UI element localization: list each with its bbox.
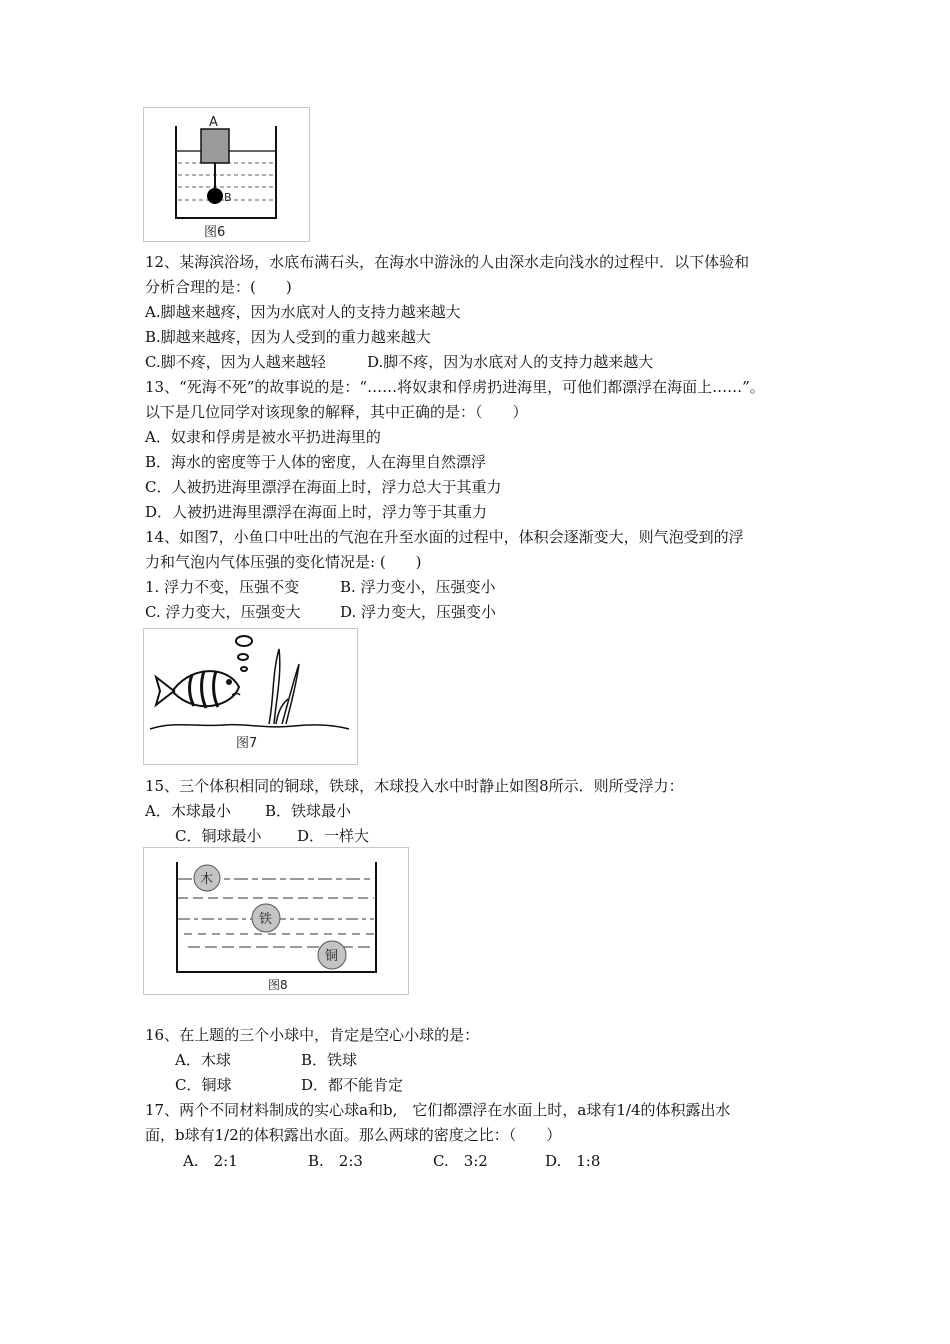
q13-option-a: A．奴隶和俘虏是被水平扔进海里的 [145, 428, 381, 446]
q15-option-a: A．木球最小 [145, 802, 231, 820]
q14-options-ab [145, 576, 496, 598]
bubble-large [236, 636, 252, 646]
q12-option-d: D.脚不疼，因为水底对人的支持力越来越大 [367, 353, 654, 371]
bubble-medium [238, 654, 248, 660]
q16-option-c: C．铜球 [175, 1076, 232, 1094]
figure-7-caption: 图7 [236, 736, 258, 751]
q17-option-d: D. 1:8 [545, 1152, 601, 1170]
seabed-line [150, 725, 349, 729]
q17-option-a: A. 2:1 [183, 1152, 238, 1170]
q17-option-b: B. 2:3 [308, 1152, 363, 1170]
figure-8 [143, 847, 409, 995]
q14-option-b: B. 浮力变小，压强变小 [340, 578, 496, 596]
q16-options-ab [175, 1049, 357, 1071]
q13-option-b: B．海水的密度等于人体的密度，人在海里自然漂浮 [145, 453, 487, 471]
q13-stem-line2: 以下是几位同学对该现象的解释，其中正确的是：（ ） [145, 403, 528, 421]
q16-stem-line1: 16、在上题的三个小球中，肯定是空心小球的是： [145, 1026, 480, 1044]
figure-7-drawing [144, 629, 357, 764]
q15-stem-line1: 15、三个体积相同的铜球，铁球，木球投入水中时静止如图8所示．则所受浮力： [145, 777, 684, 795]
q14-options-cd [145, 601, 496, 623]
q14-stem-line1: 14、如图7，小鱼口中吐出的气泡在升至水面的过程中，体积会逐渐变大，则气泡受到的浮 [145, 528, 744, 546]
q12-option-b: B.脚越来越疼，因为人受到的重力越来越大 [145, 328, 431, 346]
q14-option-c: C. 浮力变大，压强变大 [145, 603, 301, 621]
q12-option-c: C.脚不疼，因为人越来越轻 [145, 353, 326, 371]
q12-options-cd [145, 351, 653, 373]
ball-copper-label: 铜 [325, 949, 339, 964]
seaweed-drawing [269, 649, 299, 724]
q16-option-d: D．都不能肯定 [301, 1076, 404, 1094]
q17-option-c: C. 3:2 [433, 1152, 488, 1170]
figure-7 [143, 628, 358, 765]
figure-8-caption: 图8 [268, 978, 288, 992]
bubble-small [241, 667, 247, 671]
q17-options [183, 1150, 600, 1172]
block-a [201, 129, 229, 163]
q15-options-ab [145, 800, 351, 822]
q16-options-cd [175, 1074, 403, 1096]
q17-stem-line2: 面，b球有1/2的体积露出水面。那么两球的密度之比：（ ） [145, 1126, 562, 1144]
figure-6 [143, 107, 310, 242]
q12-stem-line1: 12、某海滨浴场，水底布满石头，在海水中游泳的人由深水走向浅水的过程中．以下体验和 [145, 253, 750, 271]
q14-option-d: D. 浮力变大，压强变小 [340, 603, 497, 621]
q13-option-d: D．人被扔进海里漂浮在海面上时，浮力等于其重力 [145, 503, 488, 521]
q12-option-a: A.脚越来越疼，因为水底对人的支持力越来越大 [145, 303, 461, 321]
figure-6-caption: 图6 [204, 225, 226, 240]
ball-wood-label: 木 [200, 872, 214, 887]
q14-stem-line2: 力和气泡内气体压强的变化情况是: ( ) [145, 553, 422, 571]
q13-option-c: C．人被扔进海里漂浮在海面上时，浮力总大于其重力 [145, 478, 502, 496]
q16-option-a: A．木球 [175, 1051, 231, 1069]
figure-8-drawing [144, 848, 408, 994]
q15-option-b: B．铁球最小 [265, 802, 352, 820]
q14-option-a: 1. 浮力不变，压强不变 [145, 578, 300, 596]
q16-option-b: B．铁球 [301, 1051, 358, 1069]
q15-option-c: C．铜球最小 [175, 827, 262, 845]
label-a: A [209, 115, 218, 130]
label-b: B [224, 191, 232, 204]
q15-option-d: D．一样大 [297, 827, 370, 845]
q12-stem-line2: 分析合理的是：( ) [145, 278, 292, 296]
fish-drawing [156, 671, 240, 708]
q15-options-cd [175, 825, 369, 847]
ball-b [207, 188, 223, 204]
q13-stem-line1: 13、“死海不死”的故事说的是：“……将奴隶和俘虏扔进海里，可他们都漂浮在海面上……”。 [145, 378, 765, 396]
q17-stem-line1: 17、两个不同材料制成的实心球a和b, 它们都漂浮在水面上时，a球有1/4的体积露出水 [145, 1101, 731, 1119]
ball-iron-label: 铁 [259, 912, 273, 927]
figure-6-drawing [144, 108, 309, 241]
